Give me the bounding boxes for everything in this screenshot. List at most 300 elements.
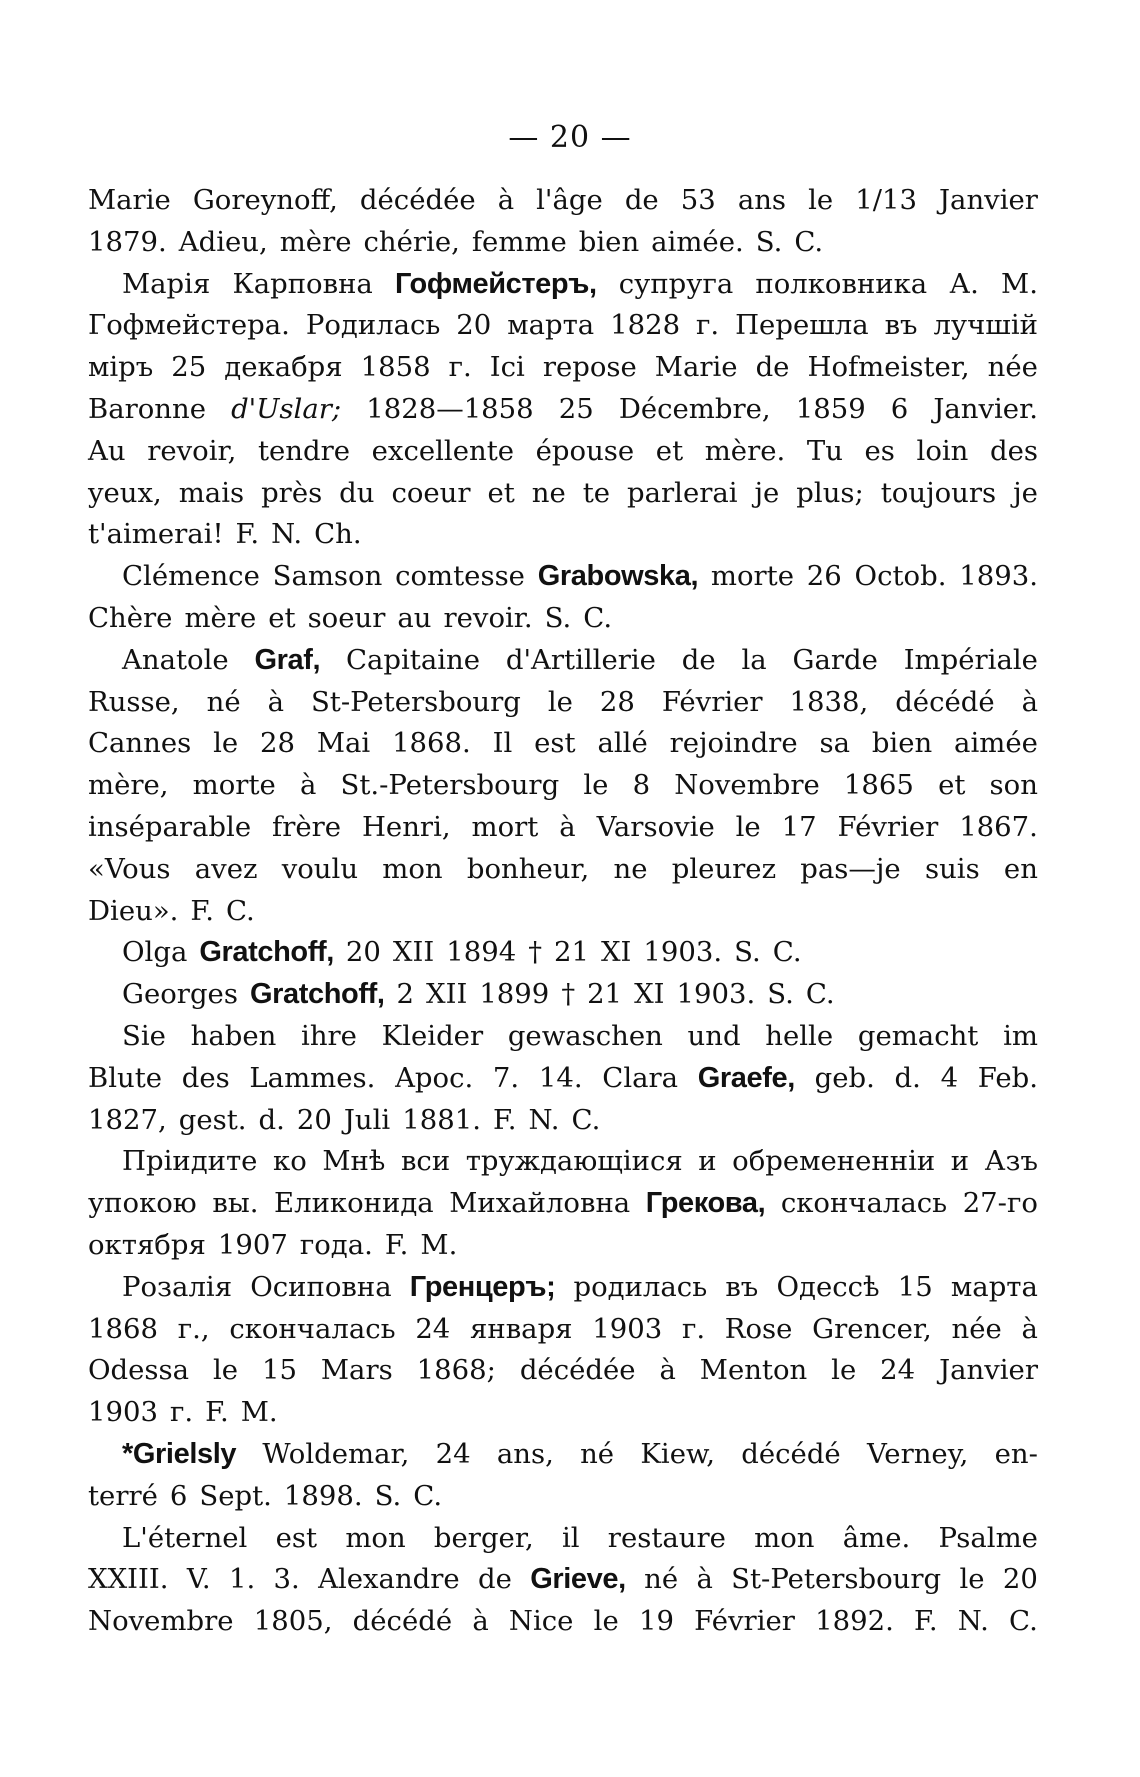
word: F.	[190, 894, 214, 927]
word: Goreynoff,	[192, 184, 338, 216]
word: 6	[169, 1479, 188, 1512]
word: Мнѣ	[322, 1145, 386, 1178]
word: и	[698, 1145, 717, 1178]
word: Impériale	[903, 643, 1038, 676]
word: Cannes	[88, 727, 192, 760]
word: en	[1003, 852, 1038, 885]
word: 1879.	[88, 225, 167, 258]
word: Henri,	[361, 810, 451, 843]
text-line	[88, 389, 1038, 431]
word: 26	[806, 560, 842, 593]
word: XI	[600, 936, 632, 969]
word: et	[487, 476, 515, 509]
word: restaure	[607, 1521, 726, 1554]
word: Chère	[88, 601, 173, 634]
word: марта	[507, 309, 595, 342]
word: inséparable	[88, 810, 252, 843]
word: à	[267, 685, 284, 718]
word: Sie	[122, 1019, 166, 1052]
word: 1/13	[855, 184, 917, 216]
word: à	[696, 1563, 713, 1596]
word: morte	[710, 560, 795, 593]
word: soeur	[307, 601, 386, 634]
word: rejoindre	[669, 727, 798, 760]
word: gemacht	[857, 1019, 979, 1052]
word: le	[959, 1563, 985, 1596]
word: скончалась	[780, 1187, 948, 1220]
word: 8	[632, 769, 651, 802]
word: Grencer,	[812, 1312, 932, 1345]
word: C.	[772, 936, 802, 969]
word: г.	[696, 309, 720, 342]
text-line	[88, 347, 1038, 389]
word: 19	[638, 1605, 674, 1638]
word: je	[1013, 476, 1038, 509]
word: ans,	[496, 1437, 554, 1470]
word: скончалась	[229, 1312, 396, 1345]
word: 6	[890, 392, 909, 425]
text-line	[88, 1434, 1038, 1476]
word: la	[741, 643, 767, 676]
word: pas—je	[800, 852, 901, 885]
word: Janvier	[939, 184, 1038, 216]
text-line	[88, 1559, 1038, 1601]
word: 53	[680, 184, 716, 216]
text-line	[88, 807, 1038, 849]
word: en-	[994, 1437, 1038, 1470]
word: упокою	[88, 1187, 197, 1220]
word: bonheur,	[466, 852, 590, 885]
word: Feb.	[977, 1061, 1038, 1094]
text-line	[88, 431, 1038, 473]
word: Février	[694, 1605, 795, 1638]
word: 1858	[360, 351, 431, 384]
word: plus;	[796, 476, 864, 509]
word: Михайловна	[449, 1187, 631, 1220]
word: ne	[531, 476, 566, 509]
word: Tu	[806, 434, 843, 467]
word: décédée	[359, 184, 476, 216]
word: im	[1003, 1019, 1038, 1052]
word: décédée	[519, 1354, 636, 1387]
word: décédé	[741, 1437, 841, 1470]
surname-word: Gratchoff,	[199, 936, 334, 969]
word: ans	[737, 184, 787, 216]
word: Février	[661, 685, 763, 718]
word: pleurez	[671, 852, 777, 885]
word: Азъ	[984, 1145, 1038, 1178]
word: C.	[225, 894, 255, 927]
word: né	[644, 1563, 679, 1596]
word: le	[593, 1605, 619, 1638]
word: tendre	[257, 434, 351, 467]
word: Nice	[508, 1605, 574, 1638]
word: Anatole	[122, 643, 229, 676]
word: 25	[171, 351, 207, 384]
word: Capitaine	[345, 643, 481, 676]
word: C.	[571, 1103, 601, 1136]
word: décédé	[352, 1605, 453, 1638]
word: C.	[413, 1479, 443, 1512]
word: 1894	[446, 936, 517, 969]
word: 1838,	[789, 685, 869, 718]
word: F.	[384, 1228, 409, 1261]
word: de	[755, 351, 790, 384]
word: frère	[272, 810, 342, 843]
word: Garde	[792, 643, 878, 676]
word: né	[206, 685, 241, 718]
word: †	[561, 978, 576, 1011]
surname-word: Graefe,	[697, 1061, 795, 1094]
word: mère.	[704, 434, 786, 467]
word: née	[987, 351, 1038, 384]
word: Марія	[122, 267, 211, 300]
text-line	[88, 1100, 1038, 1142]
word: Alexandre	[318, 1563, 460, 1596]
word: bien	[871, 727, 933, 760]
word: Пріидите	[122, 1145, 258, 1178]
word: haben	[190, 1019, 277, 1052]
word: morte	[192, 769, 276, 802]
text-line	[88, 640, 1038, 682]
word: Au	[88, 434, 126, 467]
word: revoir.	[443, 601, 533, 634]
surname-word: Гренцеръ;	[409, 1270, 556, 1303]
body-text	[88, 180, 1038, 1643]
word: Adieu,	[178, 225, 268, 258]
word: 24	[880, 1354, 916, 1387]
word: berger,	[433, 1521, 534, 1554]
word: года.	[299, 1228, 373, 1261]
text-line	[88, 598, 1038, 640]
word: 1868;	[416, 1354, 496, 1387]
word: 14.	[538, 1061, 583, 1094]
word: mort	[471, 810, 539, 843]
text-line	[88, 1225, 1038, 1267]
word: je	[754, 476, 780, 509]
word: F.	[492, 1103, 517, 1136]
word: mère,	[88, 769, 169, 802]
word: Dieu».	[88, 894, 179, 927]
page-number: — 20 —	[508, 120, 632, 155]
word: St-Petersbourg	[310, 685, 521, 718]
word: полковника	[755, 267, 928, 300]
word: geb.	[814, 1061, 875, 1094]
word: né	[580, 1437, 615, 1470]
surname-word: Grieve,	[530, 1563, 626, 1596]
surname-word: Gratchoff,	[249, 978, 385, 1011]
word: 1903.	[643, 936, 723, 969]
word: «Vous	[88, 852, 171, 885]
word: 1907	[217, 1228, 288, 1261]
word: Осиповна	[250, 1270, 392, 1303]
word: M.	[240, 1396, 278, 1429]
word: comtesse	[395, 560, 525, 593]
word: S.	[544, 601, 572, 634]
word: ко	[273, 1145, 307, 1178]
word: terré	[88, 1479, 158, 1512]
word: ihre	[301, 1019, 357, 1052]
word: 1892.	[815, 1605, 894, 1638]
word: Psalme	[938, 1521, 1038, 1554]
word: Clémence	[122, 560, 260, 593]
text-line	[88, 1141, 1038, 1183]
word: 17	[781, 810, 817, 843]
surname-word: Grabowska,	[537, 560, 699, 593]
text-line	[88, 1058, 1038, 1100]
word: F.	[914, 1605, 938, 1638]
word: января	[470, 1312, 573, 1345]
word: Розалія	[122, 1270, 233, 1303]
word: à	[659, 1354, 676, 1387]
word: mon	[382, 852, 443, 885]
word: te	[582, 476, 611, 509]
word: est	[275, 1521, 318, 1554]
word: Mars	[320, 1354, 393, 1387]
word: et	[268, 601, 296, 634]
text-line	[88, 556, 1038, 598]
word: XXIII.	[88, 1563, 169, 1596]
word: C.	[794, 225, 824, 258]
word: Il	[492, 727, 513, 760]
word: 24	[415, 1312, 451, 1345]
word: Janvier	[939, 1354, 1038, 1387]
word: 25	[558, 392, 594, 425]
word: Menton	[699, 1354, 808, 1387]
word: et	[655, 434, 684, 467]
word: обремененніи	[732, 1145, 936, 1178]
word: Décembre,	[618, 392, 771, 425]
word: Lammes.	[249, 1061, 376, 1094]
word: F.	[235, 518, 260, 551]
word: октября	[88, 1228, 206, 1261]
word: au	[397, 601, 432, 634]
word: aimée	[954, 727, 1038, 760]
surname-word: Гофмейстеръ,	[394, 267, 597, 300]
word: coeur	[391, 476, 471, 509]
text-line	[88, 682, 1038, 724]
word: Octob.	[854, 560, 947, 593]
word: 1827,	[88, 1103, 167, 1136]
word: S.	[374, 1479, 402, 1512]
word: bien	[578, 225, 640, 258]
word: le	[735, 810, 761, 843]
text-line	[88, 1392, 1038, 1434]
word: Еликонида	[274, 1187, 434, 1220]
word: 1903	[88, 1396, 158, 1429]
word: chérie,	[363, 225, 460, 258]
word: декабря	[224, 351, 343, 384]
word: 21	[553, 936, 589, 969]
word: 1867.	[959, 810, 1038, 843]
word: excellente	[371, 434, 515, 467]
word: труждающіися	[465, 1145, 683, 1178]
word: г.,	[177, 1312, 210, 1345]
word: 1865	[843, 769, 914, 802]
word: C.	[583, 601, 613, 634]
text-line	[88, 1183, 1038, 1225]
word: à	[1021, 1312, 1038, 1345]
text-line	[88, 891, 1038, 933]
word: 1893.	[959, 560, 1038, 593]
word: épouse	[535, 434, 635, 467]
text-line	[88, 1309, 1038, 1351]
word: М.	[1001, 267, 1038, 300]
word: г.	[681, 1312, 706, 1345]
word: revoir,	[147, 434, 237, 467]
word: Blute	[88, 1061, 163, 1094]
word: Février	[837, 810, 939, 843]
word: toujours	[880, 476, 997, 509]
word: née	[951, 1312, 1002, 1345]
word: le	[213, 727, 239, 760]
word: Ch.	[314, 518, 362, 551]
text-line	[88, 1518, 1038, 1560]
text-line	[88, 1350, 1038, 1392]
word: d'Uslar;	[231, 392, 342, 425]
word: le	[831, 1354, 857, 1387]
text-line	[88, 1016, 1038, 1058]
word: міръ	[88, 351, 154, 384]
word: Apoc.	[395, 1061, 474, 1094]
word: Kleider	[381, 1019, 484, 1052]
word: M.	[420, 1228, 458, 1261]
word: 20	[296, 1103, 332, 1136]
word: вы.	[212, 1187, 259, 1220]
word: въ	[884, 309, 918, 342]
word: C.	[805, 978, 835, 1011]
word: gest.	[178, 1103, 247, 1136]
word: Marie	[88, 184, 171, 216]
word: femme	[471, 225, 567, 258]
word: yeux,	[88, 476, 162, 509]
word: А.	[949, 267, 979, 300]
word: 24	[435, 1437, 471, 1470]
word: Гофмейстера.	[88, 309, 290, 342]
word: Odessa	[88, 1354, 190, 1387]
surname-word: *Grielsly	[122, 1437, 237, 1470]
text-line	[88, 180, 1038, 222]
word: mon	[754, 1521, 815, 1554]
text-line	[88, 222, 1038, 264]
word: Родилась	[305, 309, 441, 342]
word: Перешла	[735, 309, 869, 342]
word: aimée.	[651, 225, 744, 258]
word: родилась	[573, 1270, 708, 1303]
word: le	[808, 184, 834, 216]
word: repose	[542, 351, 637, 384]
surname-word: Graf,	[254, 643, 321, 676]
word: Russe,	[88, 685, 180, 718]
word: Одессѣ	[776, 1270, 880, 1303]
word: allé	[597, 727, 648, 760]
word: 1.	[228, 1563, 256, 1596]
word: и	[950, 1145, 970, 1178]
word: Novembre	[88, 1605, 234, 1638]
word: Olga	[122, 936, 188, 969]
word: St-Petersbourg	[731, 1563, 942, 1596]
word: 1898.	[283, 1479, 363, 1512]
text-line	[88, 1601, 1038, 1643]
text-line	[88, 1267, 1038, 1309]
word: des	[181, 1061, 230, 1094]
word: à	[1021, 685, 1038, 718]
word: Rose	[724, 1312, 793, 1345]
word: вси	[400, 1145, 451, 1178]
word: suis	[924, 852, 980, 885]
word: 15	[261, 1354, 297, 1387]
word: und	[687, 1019, 741, 1052]
word: Varsovie	[596, 810, 715, 843]
word: du	[339, 476, 375, 509]
word: 1805,	[253, 1605, 333, 1638]
word: à	[559, 810, 576, 843]
word: Woldemar,	[262, 1437, 410, 1470]
word: 4	[940, 1061, 959, 1094]
word: 21	[587, 978, 623, 1011]
word: Hofmeister,	[807, 351, 970, 384]
word: Georges	[122, 978, 238, 1011]
word: d.	[258, 1103, 285, 1136]
word: mère	[184, 601, 257, 634]
word: à	[472, 1605, 489, 1638]
word: Ici	[489, 351, 525, 384]
word: t'aimerai!	[88, 518, 224, 551]
word: 1903	[592, 1312, 663, 1345]
word: 20	[345, 936, 381, 969]
word: St.-Petersbourg	[340, 769, 560, 802]
word: à	[497, 184, 515, 216]
word: 1881.	[402, 1103, 481, 1136]
word: Janvier.	[933, 392, 1038, 425]
word: et	[938, 769, 966, 802]
word: F.	[205, 1396, 229, 1429]
word: le	[547, 685, 573, 718]
word: Карповна	[232, 267, 373, 300]
word: d.	[894, 1061, 921, 1094]
word: âme.	[842, 1521, 911, 1554]
word: N.	[528, 1103, 560, 1136]
text-line	[88, 514, 1038, 556]
word: Samson	[272, 560, 383, 593]
word: Marie	[654, 351, 738, 384]
text-line	[88, 1476, 1038, 1518]
word: марта	[950, 1270, 1038, 1303]
word: le	[583, 769, 609, 802]
text-line	[88, 849, 1038, 891]
word: ne	[613, 852, 648, 885]
word: лучшій	[933, 309, 1038, 342]
word: es	[864, 434, 895, 467]
word: près	[261, 476, 323, 509]
word: Clara	[602, 1061, 679, 1094]
word: parlerai	[627, 476, 738, 509]
word: gewaschen	[507, 1019, 663, 1052]
word: г.	[448, 351, 472, 384]
word: loin	[916, 434, 969, 467]
word: 20	[1002, 1563, 1038, 1596]
word: Kiew,	[640, 1437, 715, 1470]
word: N.	[957, 1605, 989, 1638]
text-line	[88, 974, 1038, 1016]
word: son	[989, 769, 1038, 802]
word: Mai	[316, 727, 371, 760]
surname-word: Грекова,	[645, 1187, 766, 1220]
word: des	[990, 434, 1038, 467]
word: 7.	[492, 1061, 520, 1094]
word: 2	[396, 978, 414, 1011]
word: C.	[1009, 1605, 1038, 1638]
